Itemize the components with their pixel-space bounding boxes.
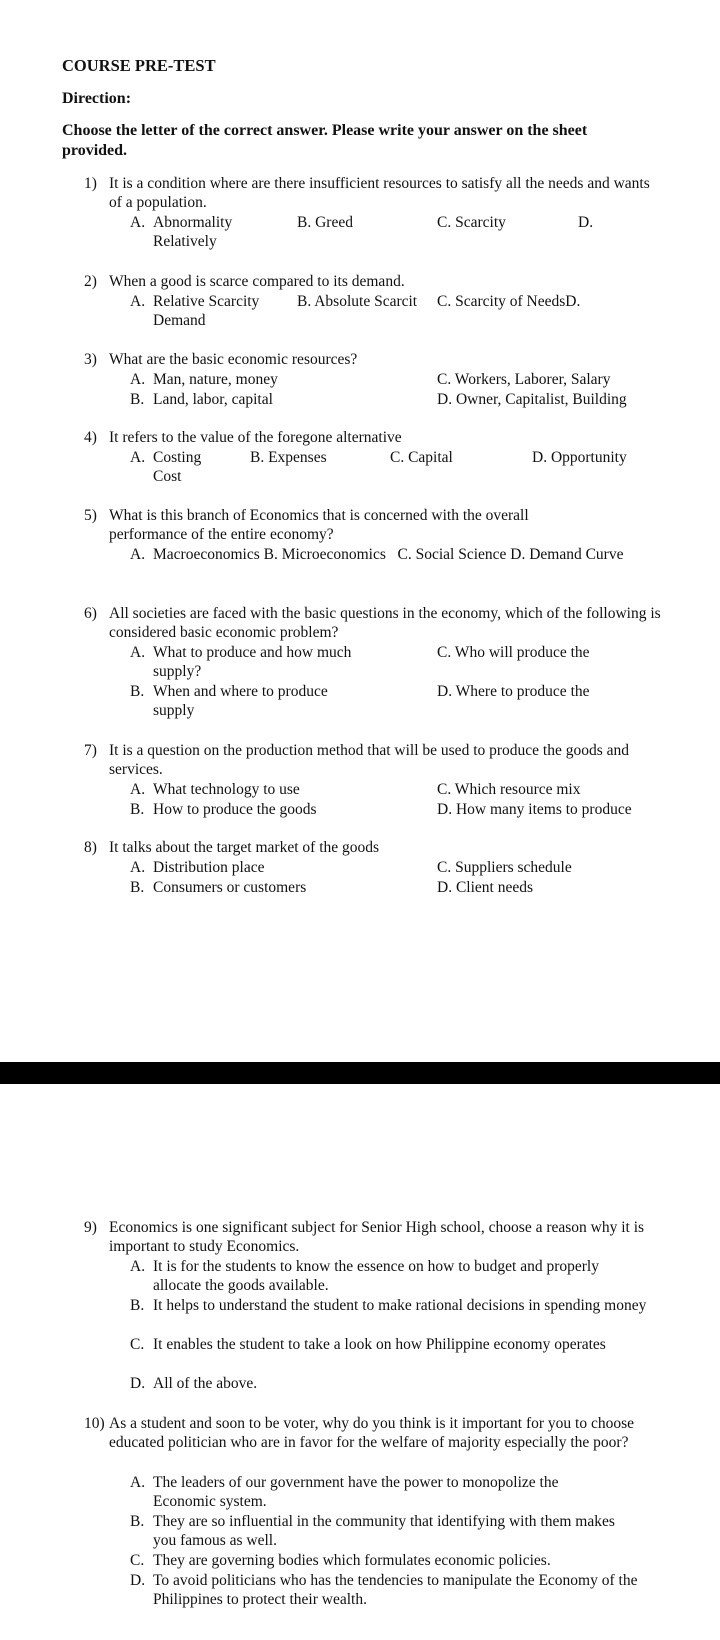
option-c: C. Suppliers schedule <box>437 859 572 876</box>
option-c <box>130 1551 650 1570</box>
option-text: It helps to understand the student to make rational decisions in spending money <box>153 1297 647 1314</box>
option-d: D. <box>578 214 594 231</box>
option-a <box>130 780 400 799</box>
option-letter: B. <box>130 391 145 408</box>
option-letter: A. <box>130 371 146 388</box>
option-text: It is for the students to know the essence on how to budget and properly allocate the goods available. <box>153 1258 599 1294</box>
question-text: What are the basic economic resources? <box>109 351 358 368</box>
option-letter: A. <box>130 781 146 798</box>
question-1 <box>84 174 664 212</box>
option-text: When and where to produce supply <box>153 683 328 719</box>
question-number: 3) <box>84 351 97 368</box>
question-text: It talks about the target market of the goods <box>109 839 380 856</box>
option-c: C. Scarcity of NeedsD. <box>437 293 581 310</box>
option-b <box>130 682 385 720</box>
option-letter: B. <box>130 879 145 896</box>
question-number: 9) <box>84 1219 97 1236</box>
option-text: Costing Cost <box>153 449 202 485</box>
option-d: D. How many items to produce <box>437 801 632 818</box>
option-a <box>130 292 280 330</box>
question-text: It is a condition where are there insufficient resources to satisfy all the needs and wants of a population. <box>109 175 650 211</box>
direction-label: Direction: <box>62 90 132 107</box>
question-text: When a good is scarce compared to its demand. <box>109 273 405 290</box>
option-d: D. Owner, Capitalist, Building <box>437 391 627 408</box>
option-b: B. Absolute Scarcit <box>297 293 418 310</box>
option-text: It enables the student to take a look on how Philippine economy operates <box>153 1336 606 1353</box>
option-b <box>130 800 400 819</box>
option-text: To avoid politicians who has the tendencies to manipulate the Economy of the Philippines to protect their wealth. <box>153 1572 638 1608</box>
question-number: 8) <box>84 839 97 856</box>
question-text: As a student and soon to be voter, why do you think is it important for you to choose educated politician who are in favor for the welfare of majority especially the poor? <box>109 1415 635 1451</box>
option-c <box>130 1335 610 1354</box>
option-text: All of the above. <box>153 1375 258 1392</box>
option-a <box>130 858 400 877</box>
option-letter: A. <box>130 546 146 563</box>
option-letter: A. <box>130 449 146 466</box>
question-text: What is this branch of Economics that is concerned with the overall performance of the entire economy? <box>109 507 529 543</box>
option-text: Consumers or customers <box>153 879 307 896</box>
option-text: They are governing bodies which formulates economic policies. <box>153 1552 551 1569</box>
instruction-text: Choose the letter of the correct answer. Please write your answer on the sheet provided. <box>62 122 588 159</box>
option-letter: A. <box>130 293 146 310</box>
question-number: 4) <box>84 429 97 446</box>
page-title: COURSE PRE-TEST <box>62 56 216 75</box>
option-c: C. Who will produce the <box>437 644 590 661</box>
question-7 <box>84 741 664 779</box>
option-d: D. Opportunity <box>532 449 627 466</box>
option-c: C. Which resource mix <box>437 781 581 798</box>
option-a <box>130 213 240 251</box>
option-letter: B. <box>130 1297 145 1314</box>
option-b <box>130 1296 660 1315</box>
option-letter: A. <box>130 1474 146 1491</box>
question-10 <box>84 1414 664 1452</box>
option-a <box>130 1257 650 1295</box>
question-number: 10) <box>84 1415 105 1432</box>
question-8 <box>84 838 664 857</box>
question-6 <box>84 604 664 642</box>
option-a <box>130 448 210 486</box>
option-letter: C. <box>130 1552 145 1569</box>
option-d: D. Client needs <box>437 879 533 896</box>
option-text: What to produce and how much supply? <box>153 644 352 680</box>
question-3 <box>84 350 664 369</box>
option-text: The leaders of our government have the power to monopolize the Economic system. <box>153 1474 559 1510</box>
option-row <box>130 545 640 564</box>
option-letter: A. <box>130 1258 146 1275</box>
option-letter: A. <box>130 644 146 661</box>
option-c: C. Capital <box>390 449 453 466</box>
option-text: How to produce the goods <box>153 801 317 818</box>
option-text: Macroeconomics B. Microeconomics C. Social Science D. Demand Curve <box>153 546 624 563</box>
page-break-bar <box>0 1062 720 1084</box>
question-number: 6) <box>84 605 97 622</box>
option-a <box>130 1473 610 1511</box>
question-text: Economics is one significant subject for Senior High school, choose a reason why it is important to study Economics. <box>109 1219 645 1255</box>
option-c: C. Workers, Laborer, Salary <box>437 371 611 388</box>
option-d: D. Where to produce the <box>437 683 590 700</box>
option-a <box>130 370 390 389</box>
option-text: Relative Scarcity Demand <box>153 293 260 329</box>
option-letter: A. <box>130 859 146 876</box>
option-text: Man, nature, money <box>153 371 278 388</box>
option-b <box>130 878 400 897</box>
page-2 <box>0 1084 720 1640</box>
option-text: Abnormality Relatively <box>153 214 233 250</box>
option-d <box>130 1374 610 1393</box>
option-text: They are so influential in the community that identifying with them makes you famous as well. <box>153 1513 615 1549</box>
option-letter: B. <box>130 683 145 700</box>
question-text: All societies are faced with the basic questions in the economy, which of the following is considered basic economic problem? <box>109 605 661 641</box>
question-number: 5) <box>84 507 97 524</box>
option-letter: A. <box>130 214 146 231</box>
question-2 <box>84 272 664 291</box>
question-4 <box>84 428 664 447</box>
option-letter: D. <box>130 1375 146 1392</box>
option-letter: B. <box>130 1513 145 1530</box>
option-text: Land, labor, capital <box>153 391 273 408</box>
option-b <box>130 390 390 409</box>
question-9 <box>84 1218 664 1256</box>
question-number: 7) <box>84 742 97 759</box>
option-d <box>130 1571 660 1609</box>
option-letter: D. <box>130 1572 146 1589</box>
question-5 <box>84 506 664 544</box>
question-text: It refers to the value of the foregone alternative <box>109 429 402 446</box>
option-c: C. Scarcity <box>437 214 506 231</box>
question-number: 2) <box>84 273 97 290</box>
option-a <box>130 643 385 681</box>
option-letter: C. <box>130 1336 145 1353</box>
option-b: B. Expenses <box>250 449 327 466</box>
question-text: It is a question on the production method that will be used to produce the goods and services. <box>109 742 630 778</box>
option-text: Distribution place <box>153 859 265 876</box>
option-b: B. Greed <box>297 214 353 231</box>
option-b <box>130 1512 620 1550</box>
option-letter: B. <box>130 801 145 818</box>
option-text: What technology to use <box>153 781 300 798</box>
question-number: 1) <box>84 175 97 192</box>
